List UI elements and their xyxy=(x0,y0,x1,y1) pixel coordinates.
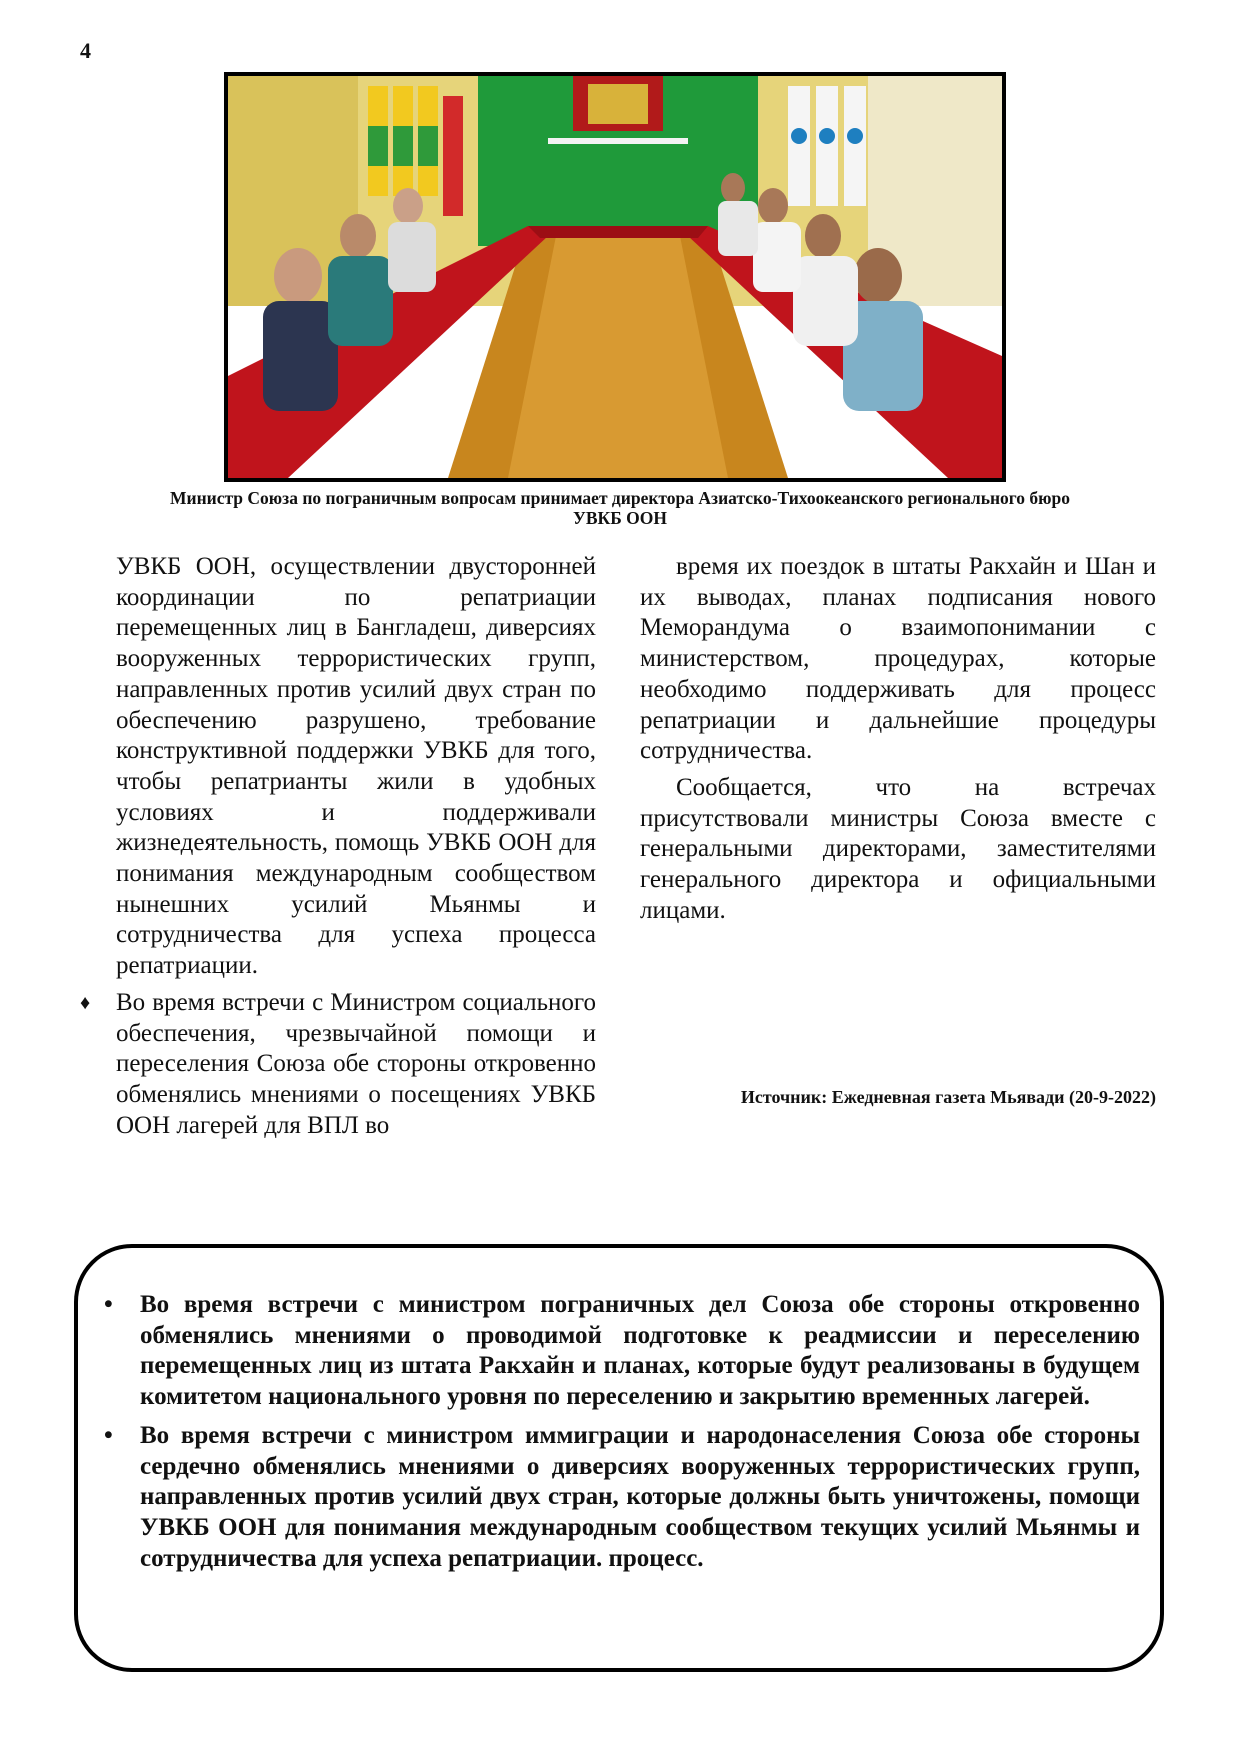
meeting-photo xyxy=(224,72,1006,482)
source-attribution: Источник: Ежедневная газета Мьявади (20-9-2022) xyxy=(740,1087,1156,1107)
article-paragraph: УВКБ ООН, осуществлении двусторонней координации по репатриации перемещенных лиц в Бангладеш, диверсиях вооруженных террористических групп, направленных против усилий двух стран по обеспечению разрушено, требование конструктивной поддержки УВКБ для того, чтобы репатрианты жили в удобных условиях и поддерживали жизнедеятельность, помощь УВКБ ООН для понимания международным сообществом нынешних усилий Мьянмы и сотрудничества для успеха процесса репатриации. xyxy=(116,553,596,980)
article-paragraph: время их поездок в штаты Ракхайн и Шан и их выводах, планах подписания нового Меморандума о взаимопонимании с министерством, процедурах, которые необходимо поддерживать для процесс репатриации и дальнейшие процедуры сотрудничества. xyxy=(640,553,1156,765)
article-bullet-item xyxy=(80,988,596,1142)
meeting-illustration xyxy=(228,76,1002,478)
article-bullet-text: Во время встречи с Министром социального обеспечения, чрезвычайной помощи и переселения Союза обе стороны откровенно обменялись мнениями о посещениях УВКБ ООН лагерей для ВПЛ во xyxy=(116,988,596,1139)
summary-list xyxy=(104,1290,1140,1582)
summary-list-item xyxy=(104,1290,1140,1413)
summary-box xyxy=(74,1244,1164,1672)
summary-item-text: Во время встречи с министром иммиграции и народонаселения Союза обе стороны сердечно обменялись мнениями о диверсиях вооруженных террористических групп, направленных против усилий двух стран, которые должны быть уничтожены, помощи УВКБ ООН для понимания международным сообществом текущих усилий Мьянмы и сотрудничества для успеха репатриации. процесс. xyxy=(140,1421,1140,1572)
page-number: 4 xyxy=(80,38,91,63)
bullet-icon: • xyxy=(104,1421,113,1449)
article-right-column xyxy=(640,552,1156,932)
photo-caption-line2: УВКБ ООН xyxy=(573,508,667,528)
bullet-icon: • xyxy=(104,1291,113,1318)
summary-list-item xyxy=(104,1421,1140,1575)
article-left-column xyxy=(80,552,596,1147)
summary-item-text: Во время встречи с министром пограничных дел Союза обе стороны откровенно обменялись мнениями о проводимой подготовке к реадмиссии и переселению перемещенных лиц из штата Ракхайн и планах, которые будут реализованы в будущем комитетом национального уровня по переселению и закрытию временных лагерей. xyxy=(140,1291,1140,1411)
photo-caption-line1: Министр Союза по пограничным вопросам принимает директора Азиатско-Тихоокеанского регионального бюро xyxy=(169,488,1071,508)
photo-caption xyxy=(60,488,1180,528)
article-paragraph: Сообщается, что на встречах присутствовали министры Союза вместе с генеральными директорами, заместителями генерального директора и официальными лицами. xyxy=(640,773,1156,924)
diamond-bullet-icon: ♦ xyxy=(80,991,91,1014)
